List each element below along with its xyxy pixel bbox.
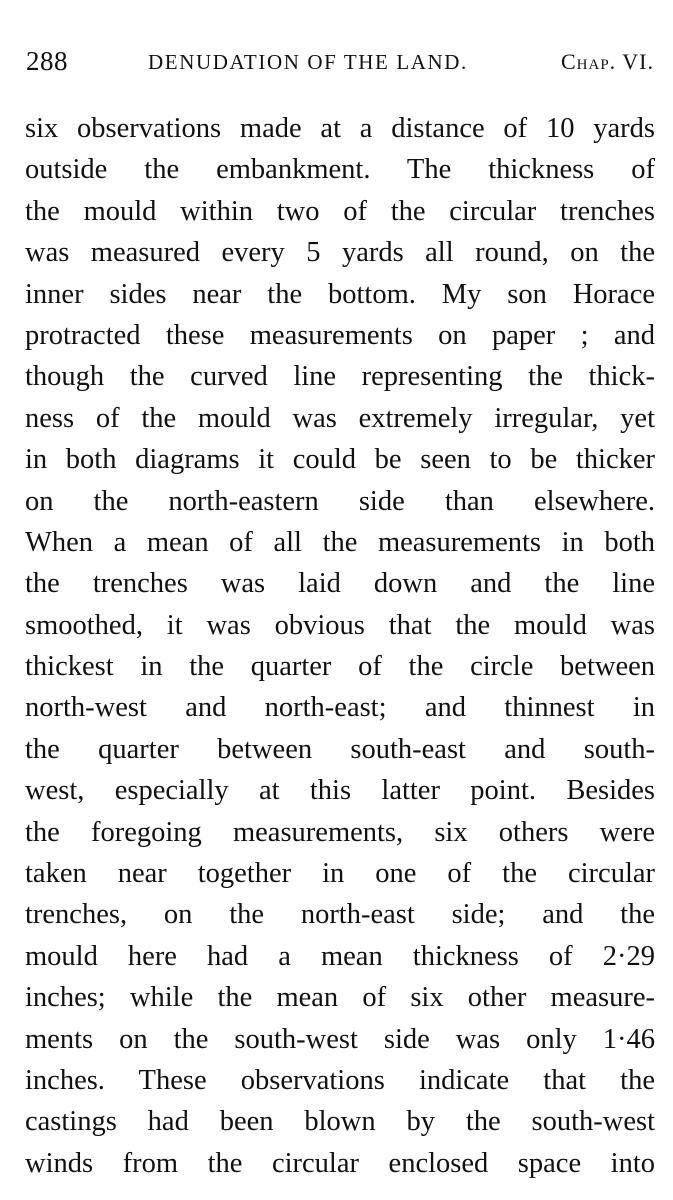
text-line: inner sides near the bottom. My son Horace [25, 278, 655, 310]
text-line: mould here had a mean thickness of 2·29 [25, 940, 655, 972]
text-line: on the north-eastern side than elsewhere. [25, 485, 655, 517]
running-head [26, 46, 654, 82]
text-line: in both diagrams it could be seen to be thicker [25, 444, 655, 476]
text-line: taken near together in one of the circular [25, 858, 655, 890]
text-line: protracted these measurements on paper ; and [25, 319, 655, 351]
text-line: winds from the circular enclosed space into [25, 1147, 655, 1179]
text-line: six observations made at a distance of 10 yards [25, 113, 655, 144]
text-line: the trenches was laid down and the line [25, 568, 655, 600]
text-line: was measured every 5 yards all round, on the [25, 237, 655, 269]
text-line: ments on the south-west side was only 1·46 [25, 1023, 655, 1055]
text-line: west, especially at this latter point. Besides [25, 775, 655, 807]
running-head-chapter: Chap. VI. [561, 49, 654, 74]
text-line: thickest in the quarter of the circle between [25, 651, 655, 683]
text-line: the quarter between south-east and south- [25, 733, 655, 765]
text-line: trenches, on the north-east side; and the [25, 899, 655, 931]
text-line: inches; while the mean of six other measure- [25, 982, 655, 1014]
page-number: 288 [26, 46, 68, 76]
text-line: though the curved line representing the thick- [25, 361, 655, 393]
body-text [25, 108, 655, 1184]
text-line: north-west and north-east; and thinnest in [25, 692, 655, 724]
text-line: When a mean of all the measurements in both [25, 526, 655, 558]
text-line: the mould within two of the circular trenches [25, 195, 655, 227]
text-line: inches. These observations indicate that the [25, 1064, 655, 1096]
text-line: ness of the mould was extremely irregular, yet [25, 402, 655, 434]
text-line: outside the embankment. The thickness of [25, 154, 655, 186]
text-line: castings had been blown by the south-west [25, 1106, 655, 1138]
text-line: smoothed, it was obvious that the mould was [25, 609, 655, 641]
running-head-title: DENUDATION OF THE LAND. [148, 50, 468, 74]
text-line: the foregoing measurements, six others were [25, 816, 655, 848]
